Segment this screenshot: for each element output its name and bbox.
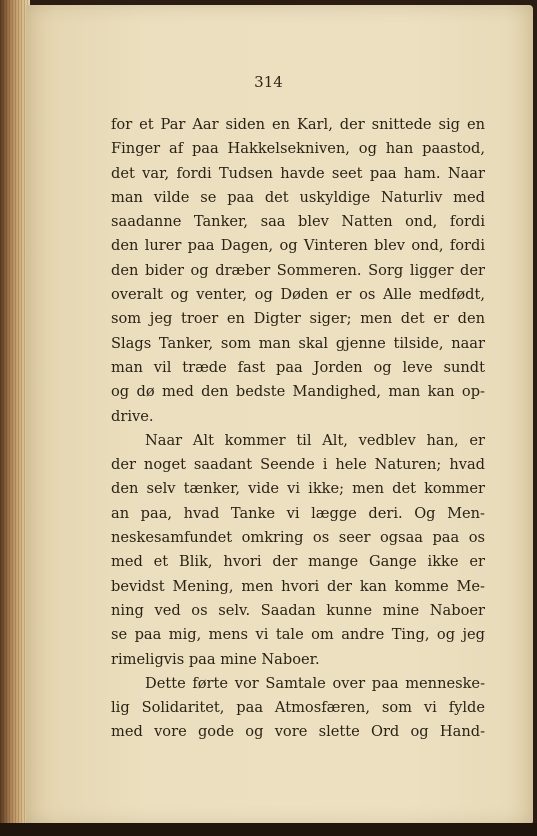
text-line: bevidst Mening, men hvori der kan komme Me- (111, 577, 485, 595)
text-line: drive. (111, 407, 154, 425)
text-line: Slags Tanker, som man skal gjenne tilside, naar (111, 334, 485, 352)
text-line: for et Par Aar siden en Karl, der snittede sig en (111, 116, 485, 133)
text-line: den selv tænker, vide vi ikke; men det kommer (111, 480, 485, 498)
text-line: rimeligvis paa mine Naboer. (111, 650, 320, 668)
text-line: der noget saadant Seende i hele Naturen; hvad (111, 456, 485, 474)
text-line: Finger af paa Hakkelsekniven, og han paastod, (111, 140, 485, 158)
text-line: Dette førte vor Samtale over paa menneske- (145, 674, 485, 692)
text-line: se paa mig, mens vi tale om andre Ting, og jeg (111, 626, 485, 644)
text-line: med et Blik, hvori der mange Gange ikke er (111, 553, 485, 571)
text-line: lig Solidaritet, paa Atmosfæren, som vi fylde (111, 699, 485, 717)
page-number: 314 (254, 73, 283, 91)
text-line: man vil træde fast paa Jorden og leve sundt (111, 358, 485, 376)
text-line: saadanne Tanker, saa blev Natten ond, fordi (111, 213, 485, 231)
body-text (111, 113, 485, 745)
text-line: neskesamfundet omkring os seer ogsaa paa os (111, 529, 485, 547)
text-line: ning ved os selv. Saadan kunne mine Naboer (111, 601, 485, 619)
text-line: det var, fordi Tudsen havde seet paa ham. Naar (111, 164, 485, 182)
text-line: og dø med den bedste Mandighed, man kan op- (111, 383, 485, 401)
text-line: som jeg troer en Digter siger; men det er den (111, 310, 485, 328)
text-line: den bider og dræber Sommeren. Sorg ligger der (111, 261, 485, 279)
page-bottom-shadow (0, 823, 537, 836)
text-line: man vilde se paa det uskyldige Naturliv med (111, 188, 485, 206)
text-line: med vore gode og vore slette Ord og Hand- (111, 723, 485, 741)
text-line: an paa, hvad Tanke vi lægge deri. Og Men- (111, 504, 485, 522)
text-line: overalt og venter, og Døden er os Alle medfødt, (111, 286, 485, 304)
text-line: Naar Alt kommer til Alt, vedblev han, er (145, 431, 485, 449)
text-line: den lurer paa Dagen, og Vinteren blev ond, fordi (111, 237, 485, 255)
